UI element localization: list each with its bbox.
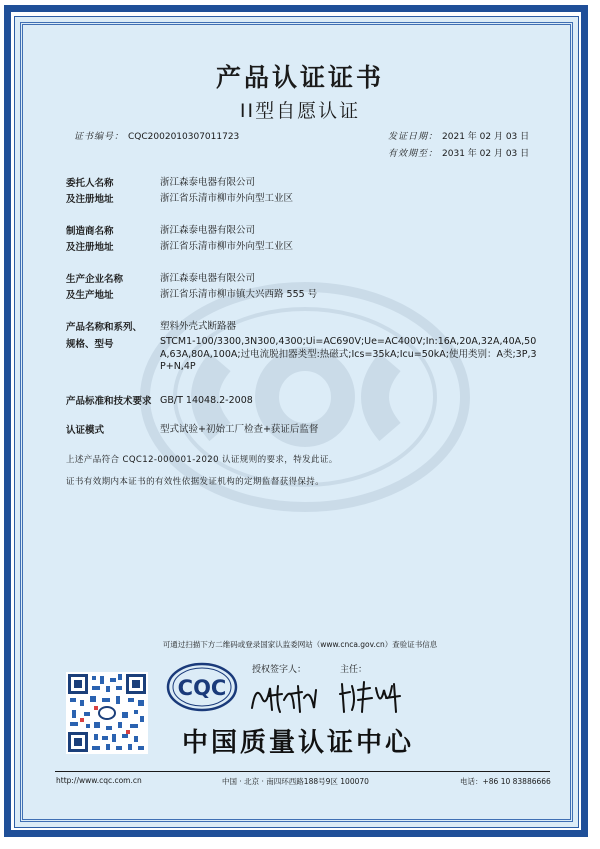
factory-address: 浙江省乐清市柳市镇大兴西路 555 号 [160,289,318,300]
maker-name-label: 制造商名称 [66,226,114,237]
factory-address-label: 及生产地址 [66,290,114,301]
certificate-subtitle: II型自愿认证 [239,100,361,122]
valid-date-value: 2031 年 02 月 03 日 [442,149,530,159]
footer-address: 中国 · 北京 · 南四环西路188号9区 100070 [222,777,369,786]
statement-line-2: 证书有效期内本证书的有效性依据发证机构的定期监督获得保持。 [66,477,325,487]
factory-name-label: 生产企业名称 [66,274,124,285]
standard-value: GB/T 14048.2-2008 [160,395,253,406]
product-name: 塑料外壳式断路器 [160,321,237,332]
product-label-line2: 规格、型号 [66,339,114,350]
client-address: 浙江省乐清市柳市外向型工业区 [160,193,294,204]
cqc-logo-icon [166,662,238,712]
product-label-line1: 产品名称和系列、 [66,322,143,333]
certificate-title: 产品认证证书 [215,63,384,92]
footer-phone: 电话：+86 10 83886666 [460,777,551,786]
valid-date [388,146,529,159]
client-name-label: 委托人名称 [66,178,114,189]
standard-label: 产品标准和技术要求 [66,396,152,407]
cert-number-label: 证书编号： [74,132,125,142]
qr-code-icon [66,672,148,754]
maker-name: 浙江森泰电器有限公司 [160,225,256,236]
maker-address-label: 及注册地址 [66,242,114,253]
client-address-label: 及注册地址 [66,194,114,205]
signer-label: 授权签字人： [252,665,307,675]
product-spec: STCM1-100/3300,3N300,4300;Ui=AC690V;Ue=AC400V;In:16A,20A,32A,40A,50A,63A,80A,100A;过电流脱扣器类型:热磁式;Ics=35kA;Icu=50kA;使用类别：A类;3P,3P+N,4P [160,336,537,372]
issue-date-label: 发证日期： [388,132,439,142]
cqc-logo-text: CQC [177,676,227,700]
issuing-center-name: 中国质量认证中心 [182,728,415,758]
signature-signer-icon [248,678,320,716]
cert-number [74,129,239,142]
cert-number-value: CQC2002010307011723 [128,132,240,142]
maker-address: 浙江省乐清市柳市外向型工业区 [160,241,294,252]
mode-value: 型式试验+初始工厂检查+获证后监督 [160,424,319,435]
footer-website: http://www.cqc.com.cn [56,776,142,785]
factory-name: 浙江森泰电器有限公司 [160,273,256,284]
issue-date [388,129,529,142]
mode-label: 认证模式 [66,425,105,436]
valid-date-label: 有效期至： [388,149,439,159]
client-name: 浙江森泰电器有限公司 [160,177,256,188]
director-label: 主任： [340,665,368,675]
issue-date-value: 2021 年 02 月 03 日 [442,132,530,142]
qr-note: 可通过扫描下方二维码或登录国家认监委网站（www.cnca.gov.cn）查验证书信息 [162,640,438,649]
footer-divider [55,771,550,772]
signature-director-icon [336,678,406,716]
statement-line-1: 上述产品符合 CQC12-000001-2020 认证规则的要求，特发此证。 [66,455,338,465]
